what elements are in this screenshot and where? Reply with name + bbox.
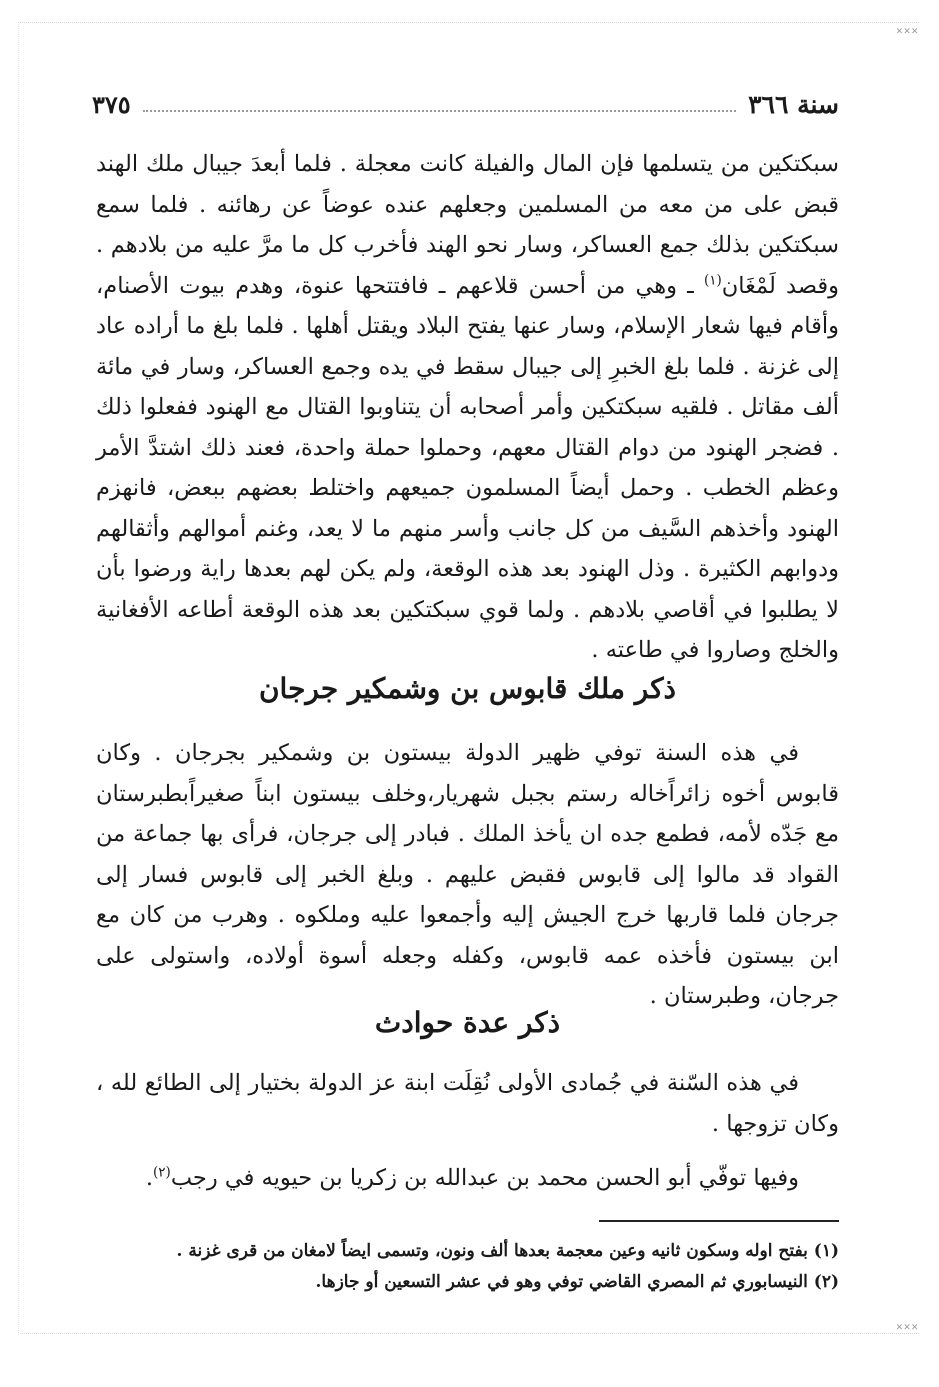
paragraph-qabus (96, 733, 839, 1017)
footnotes (96, 1236, 839, 1298)
paragraph-end: . (145, 1165, 153, 1191)
footnote-2: (٢) النيسابوري ثم المصري القاضي توفي وهو في عشر التسعين أو جازها. (315, 1272, 839, 1292)
footnote-1: (١) بفتح اوله وسكون ثانيه وعين معجمة بعدها ألف ونون، وتسمى ايضاً لامغان من قرى غزنة . (176, 1241, 839, 1261)
footnote-rule (599, 1220, 839, 1222)
page-number: ٣٧٥ (92, 89, 131, 119)
header-year: سنة ٣٦٦ (748, 89, 839, 119)
paragraph-opening (96, 144, 839, 671)
running-header (92, 86, 839, 122)
section-heading-events: ذكر عدة حوادث (374, 1006, 561, 1039)
footnote-ref-2[interactable]: (٢) (153, 1164, 171, 1181)
paragraph-text: سبكتكين من يتسلمها فإن المال والفيلة كانت معجلة . فلما أبعدَ جيبال ملك الهند قبض على من معه من المسلمين وجعلهم عنده عوضاً عن رهائنه . فلما سمع سبكتكين بذلك جمع العساكر، وسار نحو الهند فأخرب كل ما مرَّ عليه من بلادهم . وقصد لَمْغَان (96, 151, 839, 299)
paragraph-events-1 (96, 1063, 839, 1144)
scan-edge-top (20, 22, 919, 24)
paragraph-text-continued: ـ وهي من أحسن قلاعهم ـ فافتتحها عنوة، وهدم بيوت الأصنام، وأقام فيها شعار الإسلام، وسار عنها يفتح البلاد ويقتل أهلها . فلما بلغ ما أراده عاد إلى غزنة . فلما بلغ الخبرِ إلى جيبال سقط في يده وجمع العساكر، وسار في مائة ألف مقاتل . فلقيه سبكتكين وأمر أصحابه أن يتناوبوا القتال مع الهنود ففعلوا ذلك . فضجر الهنود من دوام القتال معهم، وحملوا حملة واحدة، فعند ذلك اشتدَّ الأمر وعظم الخطب . وحمل أيضاً المسلمون جميعهم واختلط بعضهم ببعض، فانهزم الهنود وأخذهم السَّيف من كل جانب وأسر منهم ما لا يعد، وغنم أموالهم وأثقالهم ودوابهم الكثيرة . وذل الهنود بعد هذه الوقعة، ولم يكن لهم بعدها راية ورضوا بأن لا يطلبوا في أقاصي بلادهم . ولما قوي سبكتكين بعد هذه الوقعة أطاعه الأفغانية والخلج وصاروا في طاعته . (96, 272, 839, 663)
scan-corner-mark-icon: ✕✕✕ (896, 24, 919, 37)
paragraph-text: في هذه السنة توفي ظهير الدولة بيستون بن وشمكير بجرجان . وكان قابوس أخوه زائراًخاله رستم بجبل شهريار،وخلف بيستون ابناً صغيراًبطبرستان مع جَدّه لأمه، فطمع جده ان يأخذ الملك . فبادر إلى جرجان، فرأى بها جماعة من القواد قد مالوا إلى قابوس فقبض عليهم . وبلغ الخبر إلى قابوس فسار إلى جرجان فلما قاربها خرج الجيش إليه وأجمعوا عليه وملكوه . وهرب من كان مع ابن بيستون فأخذه عمه قابوس، وكفله وجعله أسوة أولاده، واستولى على جرجان، وطبرستان . (96, 740, 839, 1009)
footnote-ref-1[interactable]: (١) (703, 272, 722, 288)
paragraph-text: في هذه السّنة في جُمادى الأولى نُقِلَت ابنة عز الدولة بختيار إلى الطائع لله ، وكان تزوجها . (96, 1070, 839, 1137)
paragraph-events-2 (96, 1158, 839, 1199)
paragraph-text: وفيها توفّي أبو الحسن محمد بن عبدالله بن زكريا بن حيويه في رجب (170, 1165, 799, 1191)
scan-corner-mark-icon: ✕✕✕ (896, 1320, 919, 1333)
header-dot-leader (143, 96, 736, 112)
scan-edge-bottom (20, 1333, 919, 1335)
section-heading-qabus: ذكر ملك قابوس بن وشمكير جرجان (258, 672, 676, 705)
scan-edge-left (18, 22, 20, 1335)
